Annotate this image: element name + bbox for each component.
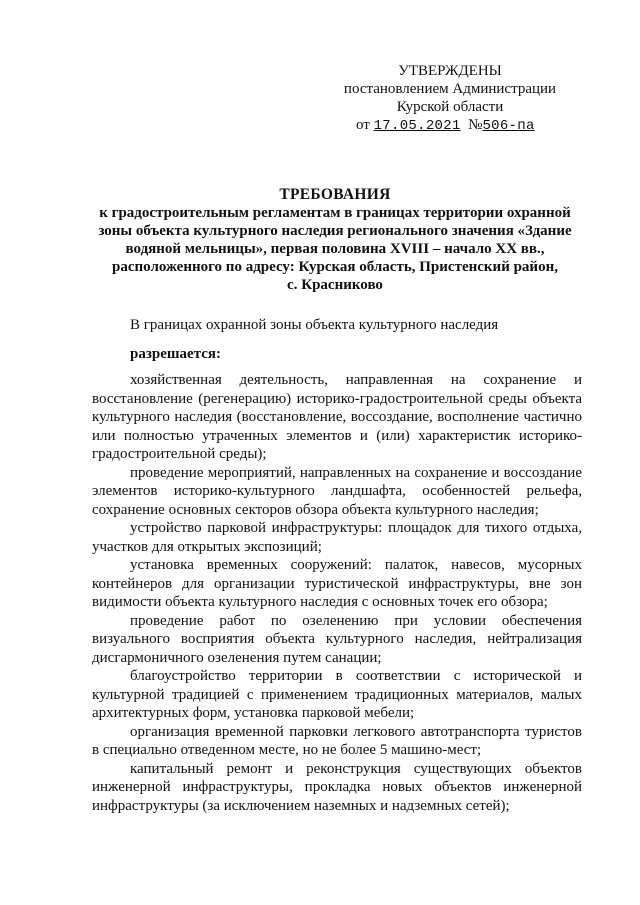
approval-number: 506-па	[482, 118, 535, 134]
list-item: хозяйственная деятельность, направленная на сохранение и восстановление (регенерацию) историко-градостроительной среды объекта культурного наследия (восстановление, воссоздание, восполнение частично или полностью утраченных элементов и (или) характеристик историко-градостроительной среды);	[92, 372, 582, 462]
heading-line-2: зоны объекта культурного наследия регионального значения «Здание	[98, 223, 572, 239]
approval-date: 17.05.2021	[373, 118, 461, 134]
list-item: капитальный ремонт и реконструкция существующих объектов инженерной инфраструктуры, прокладка новых объектов инженерной инфраструктуры (за исключением наземных и надземных сетей);	[92, 760, 582, 814]
approval-line-1: постановлением Администрации	[343, 81, 557, 97]
lead-paragraph: В границах охранной зоны объекта культурного наследия	[130, 317, 499, 333]
list-item: проведение работ по озеленению при условии обеспечения визуального восприятия объекта культурного наследия, нейтрализация дисгармоничного озеленения путем санации;	[92, 612, 582, 666]
document-title: ТРЕБОВАНИЯ	[279, 186, 391, 203]
heading-line-5: с. Красниково	[287, 277, 383, 293]
approval-block	[330, 62, 570, 135]
permits-label: разрешается:	[130, 345, 222, 362]
document-heading	[85, 186, 585, 294]
heading-line-3: водяной мельницы», первая половина XVIII – начало XX вв.,	[125, 241, 545, 257]
list-item: установка временных сооружений: палаток, навесов, мусорных контейнеров для организации туристической инфраструктуры, вне зон видимости объекта культурного наследия с основных точек его обзора;	[92, 557, 582, 610]
heading-line-1: к градостроительным регламентам в границах территории охранной	[99, 205, 571, 221]
approval-date-line	[330, 116, 570, 135]
approval-title: УТВЕРЖДЕНЫ	[398, 63, 502, 79]
heading-line-4: расположенного по адресу: Курская область, Пристенский район,	[112, 259, 558, 275]
list-item: устройство парковой инфраструктуры: площадок для тихого отдыха, участков для открытых экспозиций;	[92, 520, 582, 555]
number-prefix: №	[468, 117, 483, 133]
date-prefix: от	[356, 117, 370, 133]
approval-line-2: Курской области	[396, 99, 504, 115]
list-item: организация временной парковки легкового автотранспорта туристов в специально отведенном месте, но не более 5 машино-мест;	[92, 723, 582, 758]
list-item: проведение мероприятий, направленных на сохранение и воссоздание элементов историко-культурного ландшафта, особенностей рельефа, сохранение основных секторов обзора объекта культурного наследия;	[92, 464, 582, 518]
list-item: благоустройство территории в соответствии с исторической и культурной традицией с применением традиционных материалов, малых архитектурных форм, установка парковой мебели;	[92, 668, 582, 721]
document-body	[92, 316, 582, 815]
